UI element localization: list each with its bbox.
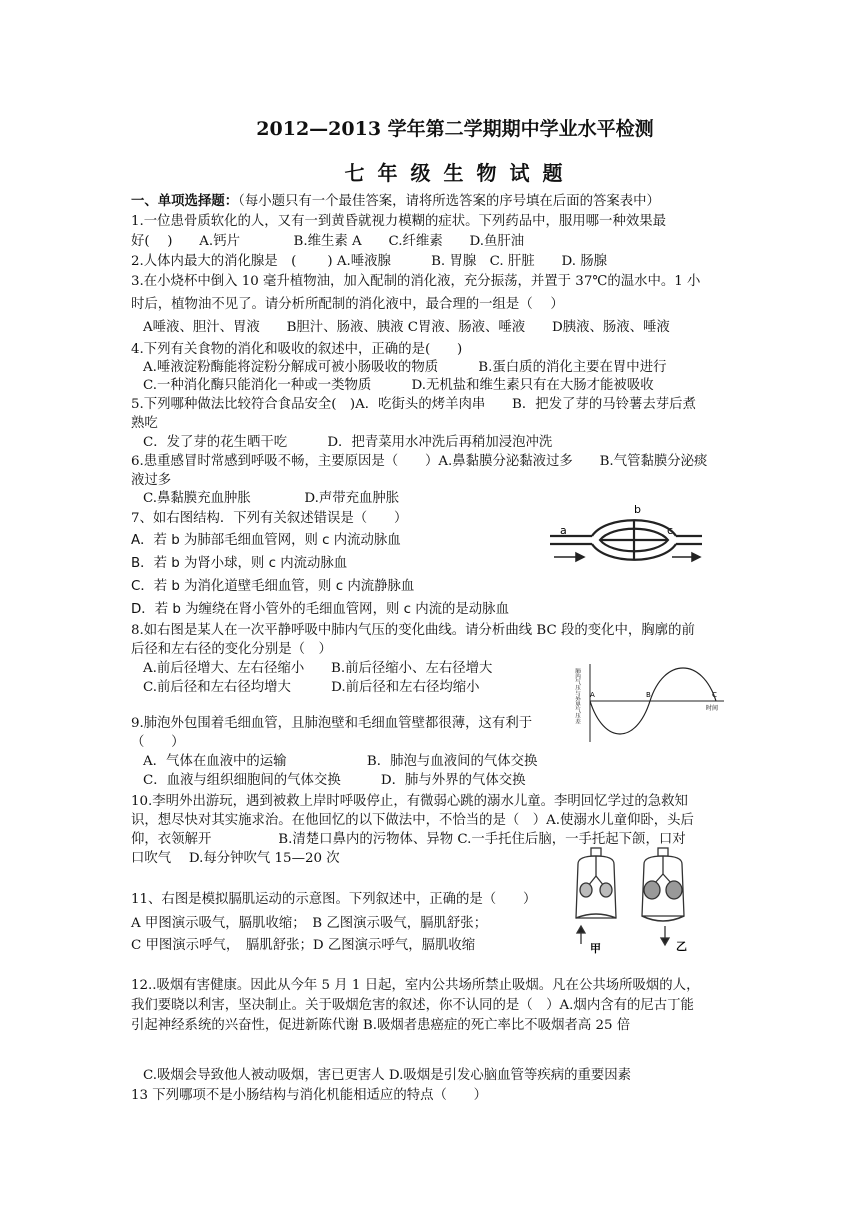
q10-line-1: 10.李明外出游玩，遇到被救上岸时呼吸停止，有微弱心跳的溺水儿童。李明回忆学过的急救知	[131, 794, 688, 809]
q1-line-2: 好( ) A.钙片 B.维生素 A C.纤维素 D.鱼肝油	[131, 234, 525, 249]
exam-subtitle: 七年级生物试题	[344, 161, 576, 185]
q8-options-2: C.前后径和左右径均增大 D.前后径和左右径均缩小	[143, 680, 480, 695]
q11-options-1: A 甲图演示吸气，膈肌收缩； B 乙图演示吸气，膈肌舒张；	[131, 916, 488, 931]
q12-line-3: 引起神经系统的兴奋性，促进新陈代谢 B.吸烟者患癌症的死亡率比不吸烟者高 25 倍	[131, 1018, 631, 1033]
fig8-y-label: 肺内气压与外界气压差	[574, 668, 580, 724]
q7-option-c: C．若 b 为消化道壁毛细血管，则 c 内流静脉血	[131, 579, 415, 594]
q12-line-2: 我们要晓以利害，坚决制止。关于吸烟危害的叙述，你不认同的是（ ）A.烟内含有的尼古丁能	[131, 998, 694, 1013]
fig7-label-a: a	[560, 524, 567, 537]
q9-line-2: （ ）	[131, 735, 185, 750]
fig11-label-yi: 乙	[676, 940, 687, 953]
exam-title: 2012—2013 学年第二学期期中学业水平检测	[256, 118, 654, 140]
q3-line-1: 3.在小烧杯中倒入 10 毫升植物油，加入配制的消化液，充分振荡，并置于 37℃的温水中。1 小	[131, 274, 701, 289]
q7-option-d: D．若 b 为缠绕在肾小管外的毛细血管网，则 c 内流的是动脉血	[131, 602, 509, 617]
q5-line-2: 熟吃	[131, 416, 158, 431]
q10-line-4: 口吹气 D.每分钟吹气 15—20 次	[131, 851, 340, 866]
q1-line-1: 1.一位患骨质软化的人，又有一到黄昏就视力模糊的症状。下列药品中，服用哪一种效果最	[131, 214, 667, 229]
jar-jia	[576, 848, 616, 944]
section-heading-line	[131, 192, 660, 212]
q3-options: A唾液、胆汁、胃液 B胆汁、肠液、胰液 C胃液、肠液、唾液 D胰液、肠液、唾液	[143, 320, 670, 335]
blood-vessel-diagram	[546, 503, 706, 571]
q13-line: 13 下列哪项不是小肠结构与消化机能相适应的特点（ ）	[131, 1088, 488, 1103]
jar-yi	[642, 848, 684, 945]
q10-line-2: 识，想尽快对其实施求治。在他回忆的以下做法中，不恰当的是（ ）A.使溺水儿童仰卧，头后	[131, 813, 694, 828]
fig8-point-b: B	[646, 691, 651, 699]
q7-option-b: B．若 b 为肾小球，则 c 内流动脉血	[131, 556, 348, 571]
q7-line: 7、如右图结构．下列有关叙述错误是（ ）	[131, 511, 408, 526]
q3-line-2: 时后，植物油不见了。请分析所配制的消化液中，最合理的一组是（ ）	[131, 297, 564, 312]
q10-line-3: 仰，衣领解开 B.清楚口鼻内的污物体、异物 C.一手托住后脑，一手托起下颌，口对	[131, 832, 686, 847]
q8-line-2: 后径和左右径的变化分别是（ ）	[131, 642, 332, 657]
q6-line-1: 6.患重感冒时常感到呼吸不畅，主要原因是（ ）A.鼻黏膜分泌黏液过多 B.气管黏膜分泌痰	[131, 454, 708, 469]
q6-line-2: 液过多	[131, 473, 172, 488]
vessel-network-lines	[550, 520, 702, 560]
q9-options-2: C．血液与组织细胞间的气体交换 D．肺与外界的气体交换	[143, 773, 526, 788]
q8-options-1: A.前后径增大、左右径缩小 B.前后径缩小、左右径增大	[143, 661, 493, 676]
section-heading: 一、单项选择题：	[131, 194, 239, 209]
fig8-point-a: A	[590, 691, 595, 699]
q9-line-1: 9.肺泡外包围着毛细血管，且肺泡壁和毛细血管壁都很薄，这有利于	[131, 716, 533, 731]
q11-line: 11、右图是模拟膈肌运动的示意图。下列叙述中，正确的是（ ）	[131, 892, 537, 907]
q8-line-1: 8.如右图是某人在一次平静呼吸中肺内气压的变化曲线。请分析曲线 BC 段的变化中，胸廓的前	[131, 623, 695, 638]
fig11-label-jia: 甲	[590, 942, 601, 955]
q12-line-4: C.吸烟会导致他人被动吸烟，害已更害人 D.吸烟是引发心脑血管等疾病的重要因素	[143, 1068, 632, 1083]
fig7-label-b: b	[634, 503, 641, 516]
fig8-x-label: 时间	[706, 705, 719, 712]
q6-options: C.鼻黏膜充血肿胀 D.声带充血肿胀	[143, 491, 400, 506]
q12-line-1: 12..吸烟有害健康。因此从今年 5 月 1 日起，室内公共场所禁止吸烟。凡在公共场所吸烟的人，	[131, 978, 700, 993]
q5-options: C．发了芽的花生晒干吃 D．把青菜用水冲洗后再稍加浸泡冲洗	[143, 435, 553, 450]
q4-line: 4.下列有关食物的消化和吸收的叙述中，正确的是( )	[131, 342, 463, 357]
q11-options-2: C 甲图演示呼气， 膈肌舒张；D 乙图演示呼气，膈肌收缩	[131, 938, 476, 953]
lung-pressure-graph	[576, 660, 728, 746]
q4-options-1: A.唾液淀粉酶能将淀粉分解成可被小肠吸收的物质 B.蛋白质的消化主要在胃中进行	[143, 360, 667, 375]
fig7-label-c: c	[667, 524, 674, 537]
fig8-point-c: C	[712, 691, 717, 699]
q9-options-1: A．气体在血液中的运输 B．肺泡与血液间的气体交换	[143, 754, 538, 769]
q5-line-1: 5.下列哪种做法比较符合食品安全( )A．吃街头的烤羊肉串 B．把发了芽的马铃薯去芽后煮	[131, 397, 696, 412]
section-note: （每小题只有一个最佳答案，请将所选答案的序号填在后面的答案表中）	[238, 194, 660, 209]
q4-options-2: C.一种消化酶只能消化一种或一类物质 D.无机盐和维生素只有在大肠才能被吸收	[143, 378, 654, 393]
q2-line: 2.人体内最大的消化腺是 ( ) A.唾液腺 B. 胃腺 C. 肝脏 D. 肠腺	[131, 254, 608, 269]
diaphragm-model-diagram	[568, 846, 708, 956]
q7-option-a: A．若 b 为肺部毛细血管网，则 c 内流动脉血	[131, 533, 401, 548]
